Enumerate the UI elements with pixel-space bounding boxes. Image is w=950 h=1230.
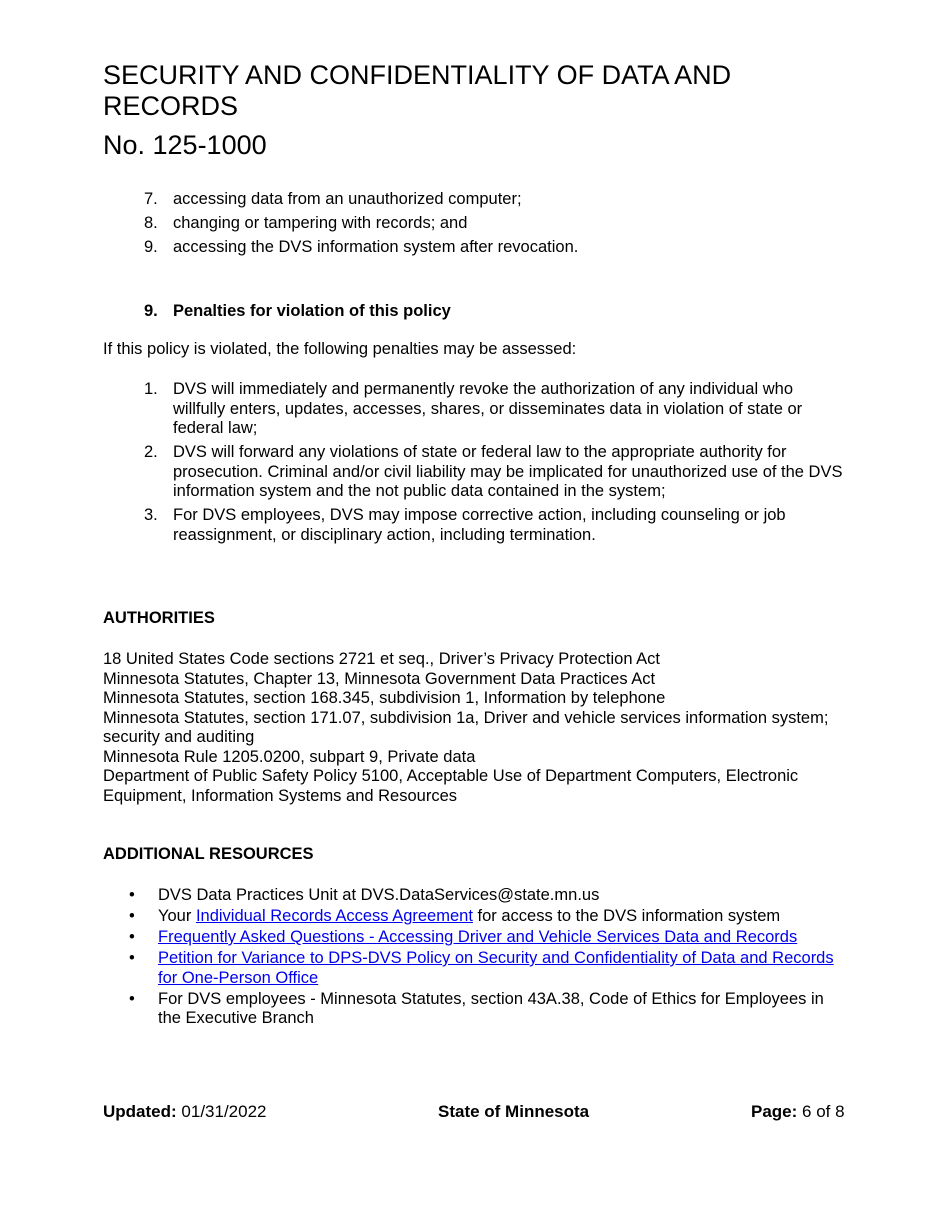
penalties-intro: If this policy is violated, the following penalties may be assessed: bbox=[103, 340, 577, 358]
list-text: accessing the DVS information system after revocation. bbox=[173, 238, 579, 256]
page-title: SECURITY AND CONFIDENTIALITY OF DATA AND RECORDS bbox=[103, 60, 732, 121]
footer-updated bbox=[103, 1102, 267, 1122]
updated-label: Updated: bbox=[103, 1102, 177, 1121]
authority-line: Minnesota Statutes, Chapter 13, Minnesota Government Data Practices Act bbox=[103, 669, 656, 688]
authority-line: Department of Public Safety Policy 5100, Acceptable Use of Department Computers, Electronic Equipment, Information Systems and Resources bbox=[103, 767, 799, 805]
section-number: 9. bbox=[144, 302, 158, 320]
section-heading-penalties bbox=[144, 302, 451, 322]
list-number: 1. bbox=[144, 380, 158, 398]
list-item bbox=[103, 886, 843, 906]
authorities-list bbox=[103, 650, 843, 806]
resource-text: Your bbox=[158, 907, 196, 925]
section-title: Penalties for violation of this policy bbox=[173, 302, 451, 320]
list-item bbox=[103, 990, 843, 1029]
violations-list bbox=[103, 190, 843, 258]
petition-variance-link[interactable]: Petition for Variance to DPS-DVS Policy on Security and Confidentiality of Data and Records for One-Person Office bbox=[158, 949, 834, 987]
penalties-list bbox=[103, 380, 843, 550]
list-text: changing or tampering with records; and bbox=[173, 214, 468, 232]
list-item bbox=[103, 443, 843, 502]
list-item bbox=[103, 506, 843, 545]
list-item bbox=[103, 238, 843, 258]
list-text: DVS will forward any violations of state or federal law to the appropriate authority for prosecution. Criminal and/or civil liability may be implicated for unauthorized use of the DVS information system and the not public data contained in the system; bbox=[173, 443, 843, 500]
list-item bbox=[103, 380, 843, 439]
bullet-icon: • bbox=[129, 949, 135, 967]
list-item bbox=[103, 949, 843, 988]
list-text: accessing data from an unauthorized computer; bbox=[173, 190, 522, 208]
list-number: 2. bbox=[144, 443, 158, 461]
bullet-icon: • bbox=[129, 907, 135, 925]
faq-link[interactable]: Frequently Asked Questions - Accessing Driver and Vehicle Services Data and Records bbox=[158, 928, 798, 946]
updated-date: 01/31/2022 bbox=[181, 1102, 267, 1121]
document-number: No. 125-1000 bbox=[103, 130, 267, 160]
list-text: DVS will immediately and permanently revoke the authorization of any individual who willfully enters, updates, accesses, shares, or disseminates data in violation of state or federal law; bbox=[173, 380, 803, 437]
list-number: 9. bbox=[144, 238, 158, 256]
list-number: 7. bbox=[144, 190, 158, 208]
bullet-icon: • bbox=[129, 886, 135, 904]
resources-heading: ADDITIONAL RESOURCES bbox=[103, 845, 314, 863]
bullet-icon: • bbox=[129, 989, 135, 1008]
authority-line: Minnesota Statutes, section 171.07, subdivision 1a, Driver and vehicle services information system; security and auditing bbox=[103, 708, 829, 746]
list-text: For DVS employees, DVS may impose corrective action, including counseling or job reassignment, or disciplinary action, including termination. bbox=[173, 506, 786, 544]
page-number: 6 of 8 bbox=[802, 1102, 845, 1121]
authorities-heading: AUTHORITIES bbox=[103, 609, 215, 627]
resource-text: for access to the DVS information system bbox=[472, 907, 781, 925]
records-access-agreement-link[interactable]: Individual Records Access Agreement bbox=[195, 907, 473, 925]
footer-state: State of Minnesota bbox=[438, 1102, 590, 1121]
list-item bbox=[103, 214, 843, 234]
list-number: 8. bbox=[144, 214, 158, 232]
resource-text: For DVS employees - Minnesota Statutes, section 43A.38, Code of Ethics for Employees in the Executive Branch bbox=[158, 989, 824, 1027]
authority-line: 18 United States Code sections 2721 et seq., Driver’s Privacy Protection Act bbox=[103, 650, 661, 668]
bullet-icon: • bbox=[129, 928, 135, 946]
resources-list bbox=[103, 886, 843, 1030]
list-item bbox=[103, 928, 843, 948]
page-label: Page: bbox=[751, 1102, 798, 1121]
footer-page bbox=[751, 1102, 845, 1122]
list-item bbox=[103, 907, 843, 927]
list-number: 3. bbox=[144, 506, 158, 524]
list-item bbox=[103, 190, 843, 210]
resource-text: DVS Data Practices Unit at DVS.DataServices@state.mn.us bbox=[158, 886, 600, 904]
authority-line: Minnesota Rule 1205.0200, subpart 9, Private data bbox=[103, 747, 476, 766]
authority-line: Minnesota Statutes, section 168.345, subdivision 1, Information by telephone bbox=[103, 689, 666, 707]
